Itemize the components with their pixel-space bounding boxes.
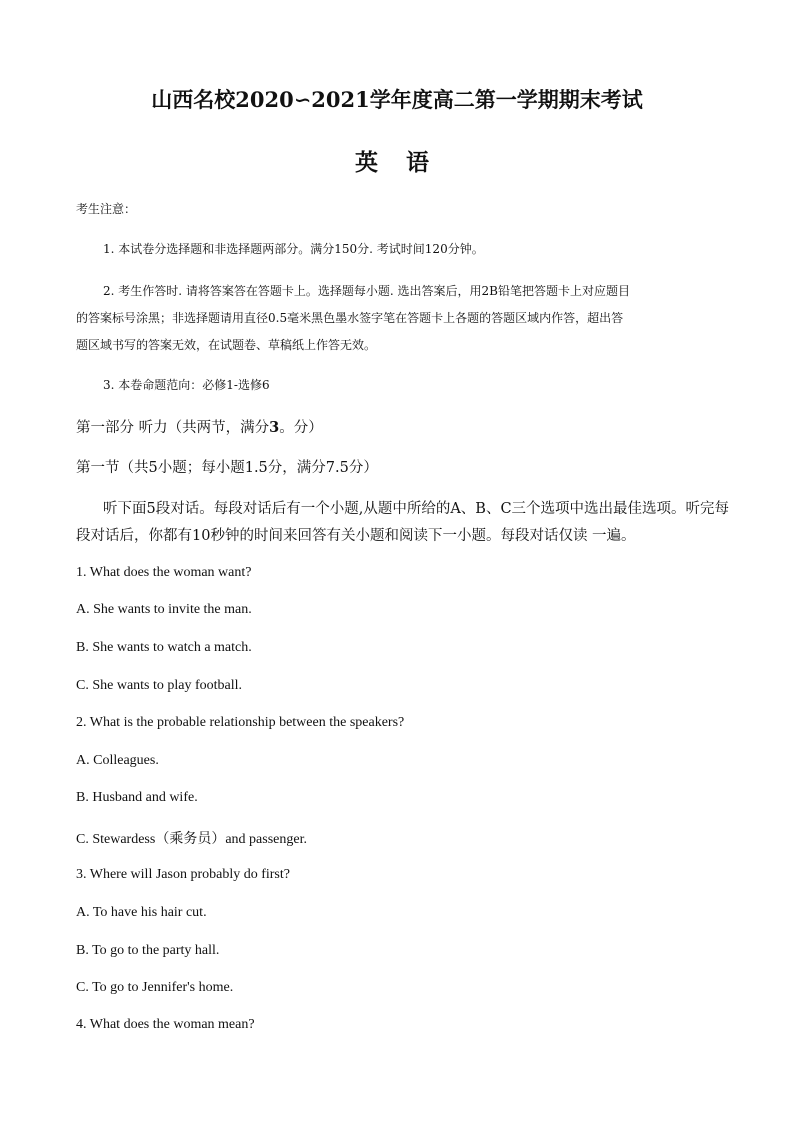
notice-item-3: 3. 本卷命题范向：必修1-选修6	[103, 378, 270, 392]
subject-title: 英 语	[354, 149, 439, 176]
question-3-stem: 3. Where will Jason probably do first?	[76, 867, 290, 882]
question-1-stem: 1. What does the woman want?	[76, 565, 252, 580]
part1-heading-score: 3	[269, 419, 280, 436]
notice-item-2-line-3: 题区域书写的答案无效，在试题卷、草稿纸上作答无效。	[76, 338, 377, 352]
notice-item-1: 1. 本试卷分选择题和非选择题两部分。满分150分. 考试时间120分钟。	[103, 242, 484, 256]
part1-heading-prefix: 第一部分 听力（共两节，满分	[76, 420, 270, 436]
question-1-option-b: B. She wants to watch a match.	[76, 640, 252, 655]
instructions-line-2: 段对话后，你都有10秒钟的时间来回答有关小题和阅读下一小题。每段对话仅读 一遍。	[76, 528, 636, 544]
part1-heading	[76, 416, 323, 437]
question-3-option-b: B. To go to the party hall.	[76, 943, 220, 958]
question-1-option-a: A. She wants to invite the man.	[76, 602, 252, 617]
question-2-option-c: C. Stewardess（乘务员）and passenger.	[76, 832, 307, 847]
section1-heading: 第一节（共5小题；每小题1.5分，满分7.5分）	[76, 460, 378, 476]
question-1-option-c: C. She wants to play football.	[76, 678, 243, 693]
notice-item-2-line-1: 2. 考生作答时. 请将答案答在答题卡上。选择题每小题. 选出答案后，用2B铅笔把答题卡上对应题目	[103, 284, 630, 298]
notice-item-2-line-2: 的答案标号涂黑；非选择题请用直径0.5毫米黑色墨水签字笔在答题卡上各题的答题区域内作答，超出答	[76, 311, 624, 325]
notice-heading: 考生注意：	[76, 202, 137, 216]
instructions-line-1: 听下面5段对话。每段对话后有一个小题,从题中所给的A、B、C三个选项中选出最佳选项。听完每	[103, 501, 730, 517]
question-2-option-b: B. Husband and wife.	[76, 790, 198, 805]
question-3-option-c: C. To go to Jennifer's home.	[76, 980, 234, 995]
exam-title: 山西名校2020∽2021学年度高二第一学期期末考试	[151, 87, 643, 112]
part1-heading-suffix: 。分）	[279, 420, 323, 436]
question-2-stem: 2. What is the probable relationship between the speakers?	[76, 715, 405, 730]
question-4-stem: 4. What does the woman mean?	[76, 1017, 255, 1032]
question-3-option-a: A. To have his hair cut.	[76, 905, 207, 920]
question-2-option-a: A. Colleagues.	[76, 753, 159, 768]
